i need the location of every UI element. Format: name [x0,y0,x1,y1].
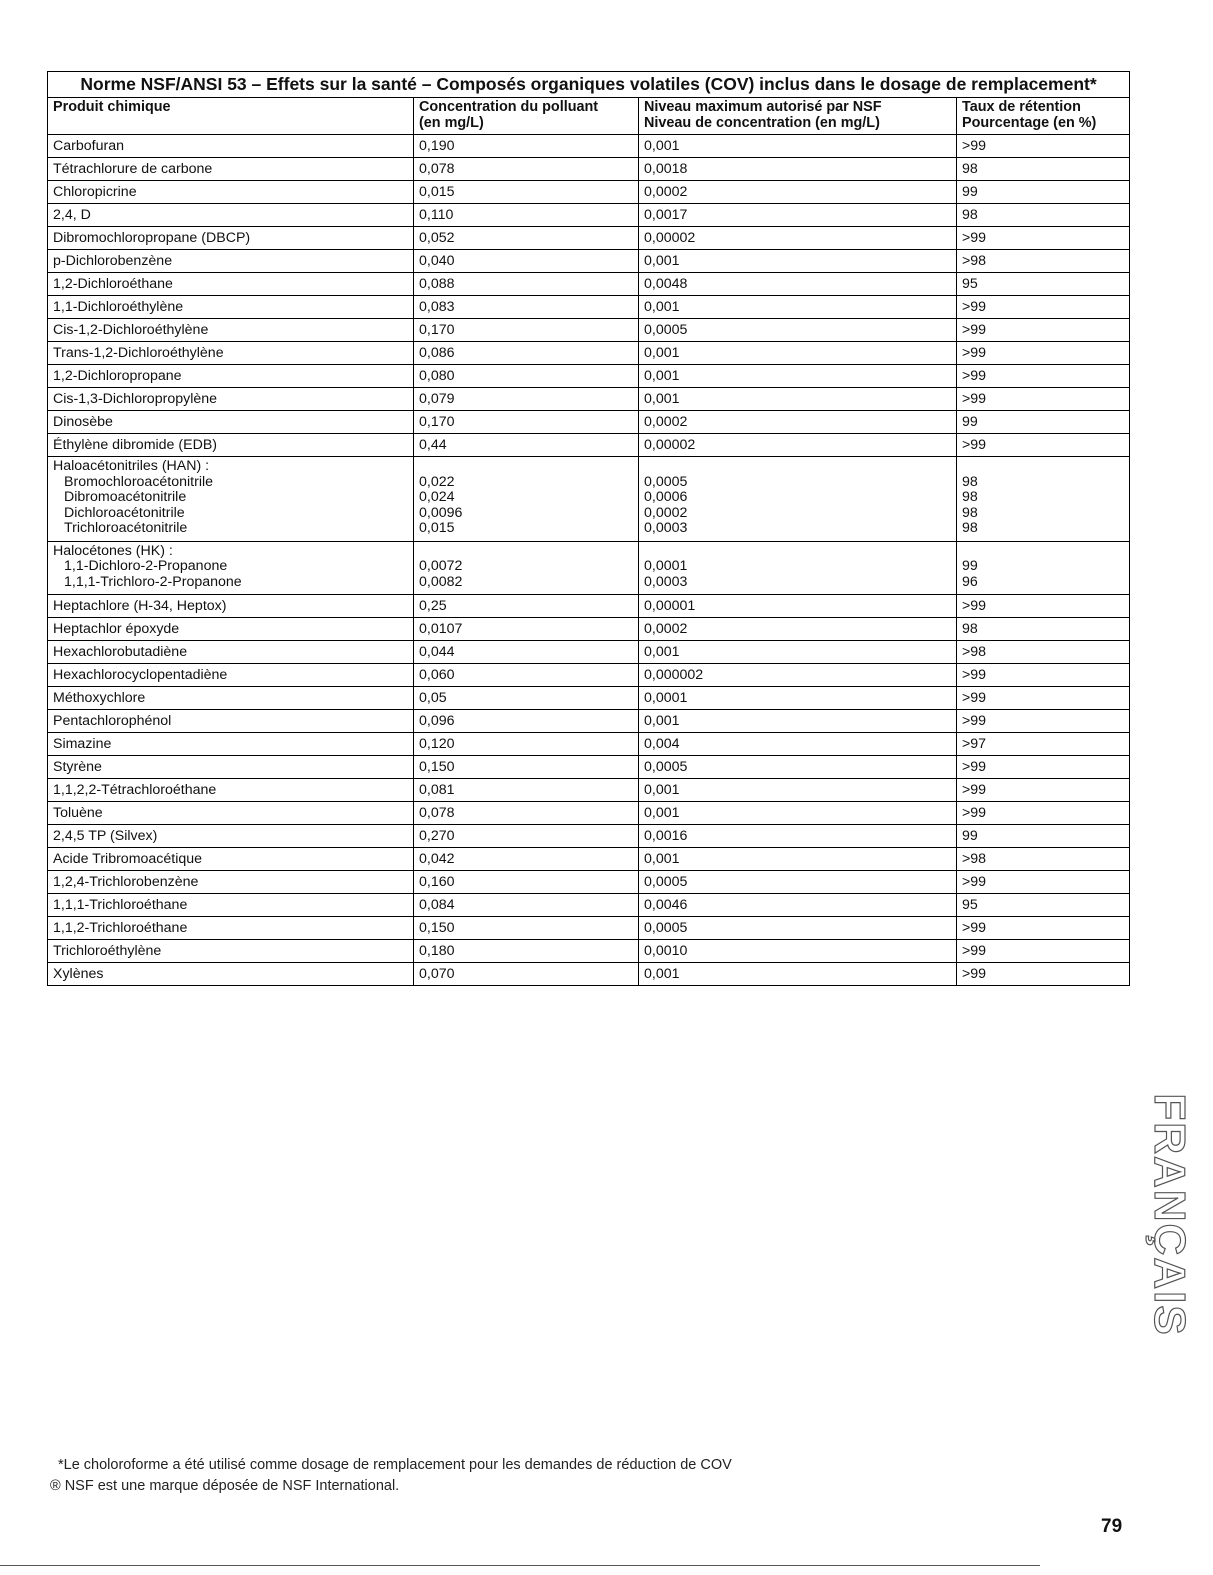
chemical-name-cell: Tétrachlorure de carbone [48,158,414,181]
table-row-group [48,457,1130,542]
han-group [48,457,1130,542]
retention-cell: >99 [957,664,1130,687]
concentration-cell: 0,0107 [414,618,639,641]
chemical-name-cell: Acide Tribromoacétique [48,848,414,871]
group-item-max-level: 0,0006 [644,489,688,505]
chemical-name-cell: Méthoxychlore [48,687,414,710]
table-row [48,710,1130,733]
page-number: 79 [1101,1516,1123,1537]
table-row [48,779,1130,802]
chemical-name-cell: Chloropicrine [48,181,414,204]
concentration-cell: 0,070 [414,963,639,986]
chemical-name-cell: 1,2,4-Trichlorobenzène [48,871,414,894]
group-item-concentration: 0,0096 [419,504,463,521]
retention-cell: 98 [957,158,1130,181]
bottom-rule [0,1565,1040,1566]
max-level-cell: 0,0002 [639,181,957,204]
chemical-name-cell: Dinosèbe [48,411,414,434]
footnote-surrogate: *Le choloroforme a été utilisé comme dosage de remplacement pour les demandes de réduction de COV [58,1457,732,1473]
table-row [48,342,1130,365]
chemical-name-cell: 1,2-Dichloroéthane [48,273,414,296]
max-level-cell: 0,001 [639,641,957,664]
concentration-cell: 0,05 [414,687,639,710]
chemical-name-cell: Trichloroéthylène [48,940,414,963]
retention-cell: >99 [957,595,1130,618]
group-item-concentration: 0,0082 [419,573,463,590]
concentration-cell: 0,180 [414,940,639,963]
max-level-cell: 0,0048 [639,273,957,296]
chemical-name-cell: Heptachlor époxyde [48,618,414,641]
retention-cell: >99 [957,342,1130,365]
group-item-max-level: 0,0005 [644,473,688,490]
retention-cell: >98 [957,848,1130,871]
chemical-name-cell: Trans-1,2-Dichloroéthylène [48,342,414,365]
retention-cell: >99 [957,940,1130,963]
group-item-name: Dichloroacétonitrile [64,504,185,521]
concentration-cell: 0,270 [414,825,639,848]
concentration-cell: 0,170 [414,411,639,434]
retention-cell: >99 [957,871,1130,894]
concentration-cell: 0,081 [414,779,639,802]
group-retention-cell [957,457,1130,542]
retention-cell: >99 [957,917,1130,940]
table-row [48,250,1130,273]
retention-cell: 98 [957,618,1130,641]
concentration-cell: 0,150 [414,917,639,940]
max-level-cell: 0,0005 [639,319,957,342]
chemical-name-cell: Cis-1,3-Dichloropropylène [48,388,414,411]
max-level-cell: 0,001 [639,250,957,273]
table-row [48,595,1130,618]
table-row [48,940,1130,963]
max-level-cell: 0,001 [639,848,957,871]
max-level-cell: 0,0005 [639,871,957,894]
chemical-name-cell: 1,1-Dichloroéthylène [48,296,414,319]
table-body-b [48,595,1130,986]
max-level-cell: 0,0002 [639,411,957,434]
retention-cell: >99 [957,779,1130,802]
col-header-product: Produit chimique [48,98,414,135]
concentration-cell: 0,190 [414,135,639,158]
chemical-name-cell: 2,4,5 TP (Silvex) [48,825,414,848]
concentration-cell: 0,042 [414,848,639,871]
concentration-cell: 0,25 [414,595,639,618]
table-row [48,963,1130,986]
retention-cell: >99 [957,963,1130,986]
table-row [48,802,1130,825]
concentration-cell: 0,088 [414,273,639,296]
concentration-cell: 0,052 [414,227,639,250]
max-level-cell: 0,0017 [639,204,957,227]
group-concentration-cell [414,457,639,542]
table-row [48,296,1130,319]
group-concentration-cell [414,541,639,595]
chemical-name-cell: p-Dichlorobenzène [48,250,414,273]
chemical-name-cell: Pentachlorophénol [48,710,414,733]
hk-group [48,541,1130,595]
table-row [48,158,1130,181]
group-item-retention: 98 [962,504,978,521]
chemical-name-cell: 1,1,2-Trichloroéthane [48,917,414,940]
group-retention-cell [957,541,1130,595]
retention-cell: >99 [957,319,1130,342]
concentration-cell: 0,080 [414,365,639,388]
retention-cell: 99 [957,411,1130,434]
group-max-level-cell [639,457,957,542]
group-item-retention: 98 [962,473,978,490]
concentration-cell: 0,079 [414,388,639,411]
footnote-trademark: ® NSF est une marque déposée de NSF International. [50,1478,400,1494]
table-row [48,917,1130,940]
max-level-cell: 0,0018 [639,158,957,181]
voc-table [47,71,1130,986]
retention-cell: >99 [957,802,1130,825]
chemical-name-cell: 2,4, D [48,204,414,227]
concentration-cell: 0,110 [414,204,639,227]
chemical-name-cell: Hexachlorocyclopentadiène [48,664,414,687]
retention-cell: 99 [957,181,1130,204]
group-title: Haloacétonitriles (HAN) : [53,458,210,474]
chemical-name-cell: Toluène [48,802,414,825]
max-level-cell: 0,001 [639,802,957,825]
table-row [48,825,1130,848]
table-row [48,871,1130,894]
retention-cell: >99 [957,296,1130,319]
retention-cell: 99 [957,825,1130,848]
group-item-concentration: 0,024 [419,489,455,505]
max-level-cell: 0,001 [639,710,957,733]
retention-cell: >97 [957,733,1130,756]
max-level-cell: 0,0005 [639,917,957,940]
retention-cell: >99 [957,687,1130,710]
retention-cell: >98 [957,641,1130,664]
table-title: Norme NSF/ANSI 53 – Effets sur la santé – Composés organiques volatiles (COV) inclus dans le dosage de remplacement* [48,72,1130,98]
table-row [48,204,1130,227]
concentration-cell: 0,060 [414,664,639,687]
retention-cell: >99 [957,710,1130,733]
chemical-name-cell: Éthylène dibromide (EDB) [48,434,414,457]
max-level-cell: 0,001 [639,963,957,986]
retention-cell: 95 [957,273,1130,296]
max-level-cell: 0,001 [639,365,957,388]
group-max-level-cell [639,541,957,595]
max-level-cell: 0,001 [639,388,957,411]
table-row [48,756,1130,779]
table-row [48,135,1130,158]
table-row [48,319,1130,342]
group-item-name: 1,1,1-Trichloro-2-Propanone [64,573,242,590]
concentration-cell: 0,160 [414,871,639,894]
col-header-max-level: Niveau maximum autorisé par NSF Niveau de concentration (en mg/L) [639,98,957,135]
table-row [48,365,1130,388]
group-item-max-level: 0,0002 [644,504,688,521]
table-row [48,641,1130,664]
table-row [48,388,1130,411]
table-row [48,618,1130,641]
retention-cell: >99 [957,434,1130,457]
group-title: Halocétones (HK) : [53,542,173,559]
chemical-name-cell: Dibromochloropropane (DBCP) [48,227,414,250]
retention-cell: 98 [957,204,1130,227]
max-level-cell: 0,0005 [639,756,957,779]
table-row-group [48,541,1130,595]
group-item-concentration: 0,022 [419,473,455,490]
max-level-cell: 0,001 [639,296,957,319]
group-item-name: Trichloroacétonitrile [64,520,188,536]
max-level-cell: 0,001 [639,135,957,158]
retention-cell: >99 [957,135,1130,158]
group-item-retention: 98 [962,489,978,505]
group-item-retention: 98 [962,520,978,536]
group-item-concentration: 0,015 [419,520,455,536]
chemical-name-cell: 1,1,1-Trichloroéthane [48,894,414,917]
table-row [48,894,1130,917]
max-level-cell: 0,0001 [639,687,957,710]
retention-cell: >99 [957,365,1130,388]
table-body-a [48,135,1130,457]
header-row [48,98,1130,135]
chemical-name-cell: Xylènes [48,963,414,986]
concentration-cell: 0,120 [414,733,639,756]
concentration-cell: 0,015 [414,181,639,204]
group-item-name: Bromochloroacétonitrile [64,473,214,490]
chemical-name-cell: 1,2-Dichloropropane [48,365,414,388]
col-header-retention: Taux de rétention Pourcentage (en %) [957,98,1130,135]
concentration-cell: 0,084 [414,894,639,917]
group-names-cell [48,457,414,542]
max-level-cell: 0,001 [639,779,957,802]
group-item-retention: 96 [962,573,978,590]
concentration-cell: 0,170 [414,319,639,342]
concentration-cell: 0,078 [414,802,639,825]
concentration-cell: 0,078 [414,158,639,181]
retention-cell: 95 [957,894,1130,917]
concentration-cell: 0,086 [414,342,639,365]
language-side-tab [1142,1080,1196,1350]
max-level-cell: 0,0016 [639,825,957,848]
max-level-cell: 0,00002 [639,227,957,250]
table-row [48,411,1130,434]
group-item-retention: 99 [962,558,978,574]
concentration-cell: 0,150 [414,756,639,779]
chemical-name-cell: Styrène [48,756,414,779]
max-level-cell: 0,001 [639,342,957,365]
table-row [48,664,1130,687]
table-row [48,227,1130,250]
group-item-name: 1,1-Dichloro-2-Propanone [64,558,228,574]
max-level-cell: 0,000002 [639,664,957,687]
retention-cell: >98 [957,250,1130,273]
max-level-cell: 0,0002 [639,618,957,641]
max-level-cell: 0,00001 [639,595,957,618]
group-item-name: Dibromoacétonitrile [64,489,187,505]
language-label: FRANÇAIS [1145,1093,1194,1337]
table-row [48,733,1130,756]
chemical-name-cell: Simazine [48,733,414,756]
chemical-name-cell: Heptachlore (H-34, Heptox) [48,595,414,618]
group-item-max-level: 0,0003 [644,573,688,590]
max-level-cell: 0,004 [639,733,957,756]
max-level-cell: 0,00002 [639,434,957,457]
col-header-concentration: Concentration du polluant (en mg/L) [414,98,639,135]
chemical-name-cell: Cis-1,2-Dichloroéthylène [48,319,414,342]
chemical-name-cell: 1,1,2,2-Tétrachloroéthane [48,779,414,802]
max-level-cell: 0,0046 [639,894,957,917]
retention-cell: >99 [957,388,1130,411]
group-names-cell [48,541,414,595]
chemical-name-cell: Hexachlorobutadiène [48,641,414,664]
max-level-cell: 0,0010 [639,940,957,963]
concentration-cell: 0,044 [414,641,639,664]
retention-cell: >99 [957,227,1130,250]
concentration-cell: 0,083 [414,296,639,319]
table-row [48,687,1130,710]
table-row [48,434,1130,457]
chemical-name-cell: Carbofuran [48,135,414,158]
table-row [48,273,1130,296]
retention-cell: >99 [957,756,1130,779]
concentration-cell: 0,44 [414,434,639,457]
group-item-max-level: 0,0001 [644,558,688,574]
table-row [48,848,1130,871]
concentration-cell: 0,040 [414,250,639,273]
group-item-concentration: 0,0072 [419,558,463,574]
table-row [48,181,1130,204]
group-item-max-level: 0,0003 [644,520,688,536]
concentration-cell: 0,096 [414,710,639,733]
